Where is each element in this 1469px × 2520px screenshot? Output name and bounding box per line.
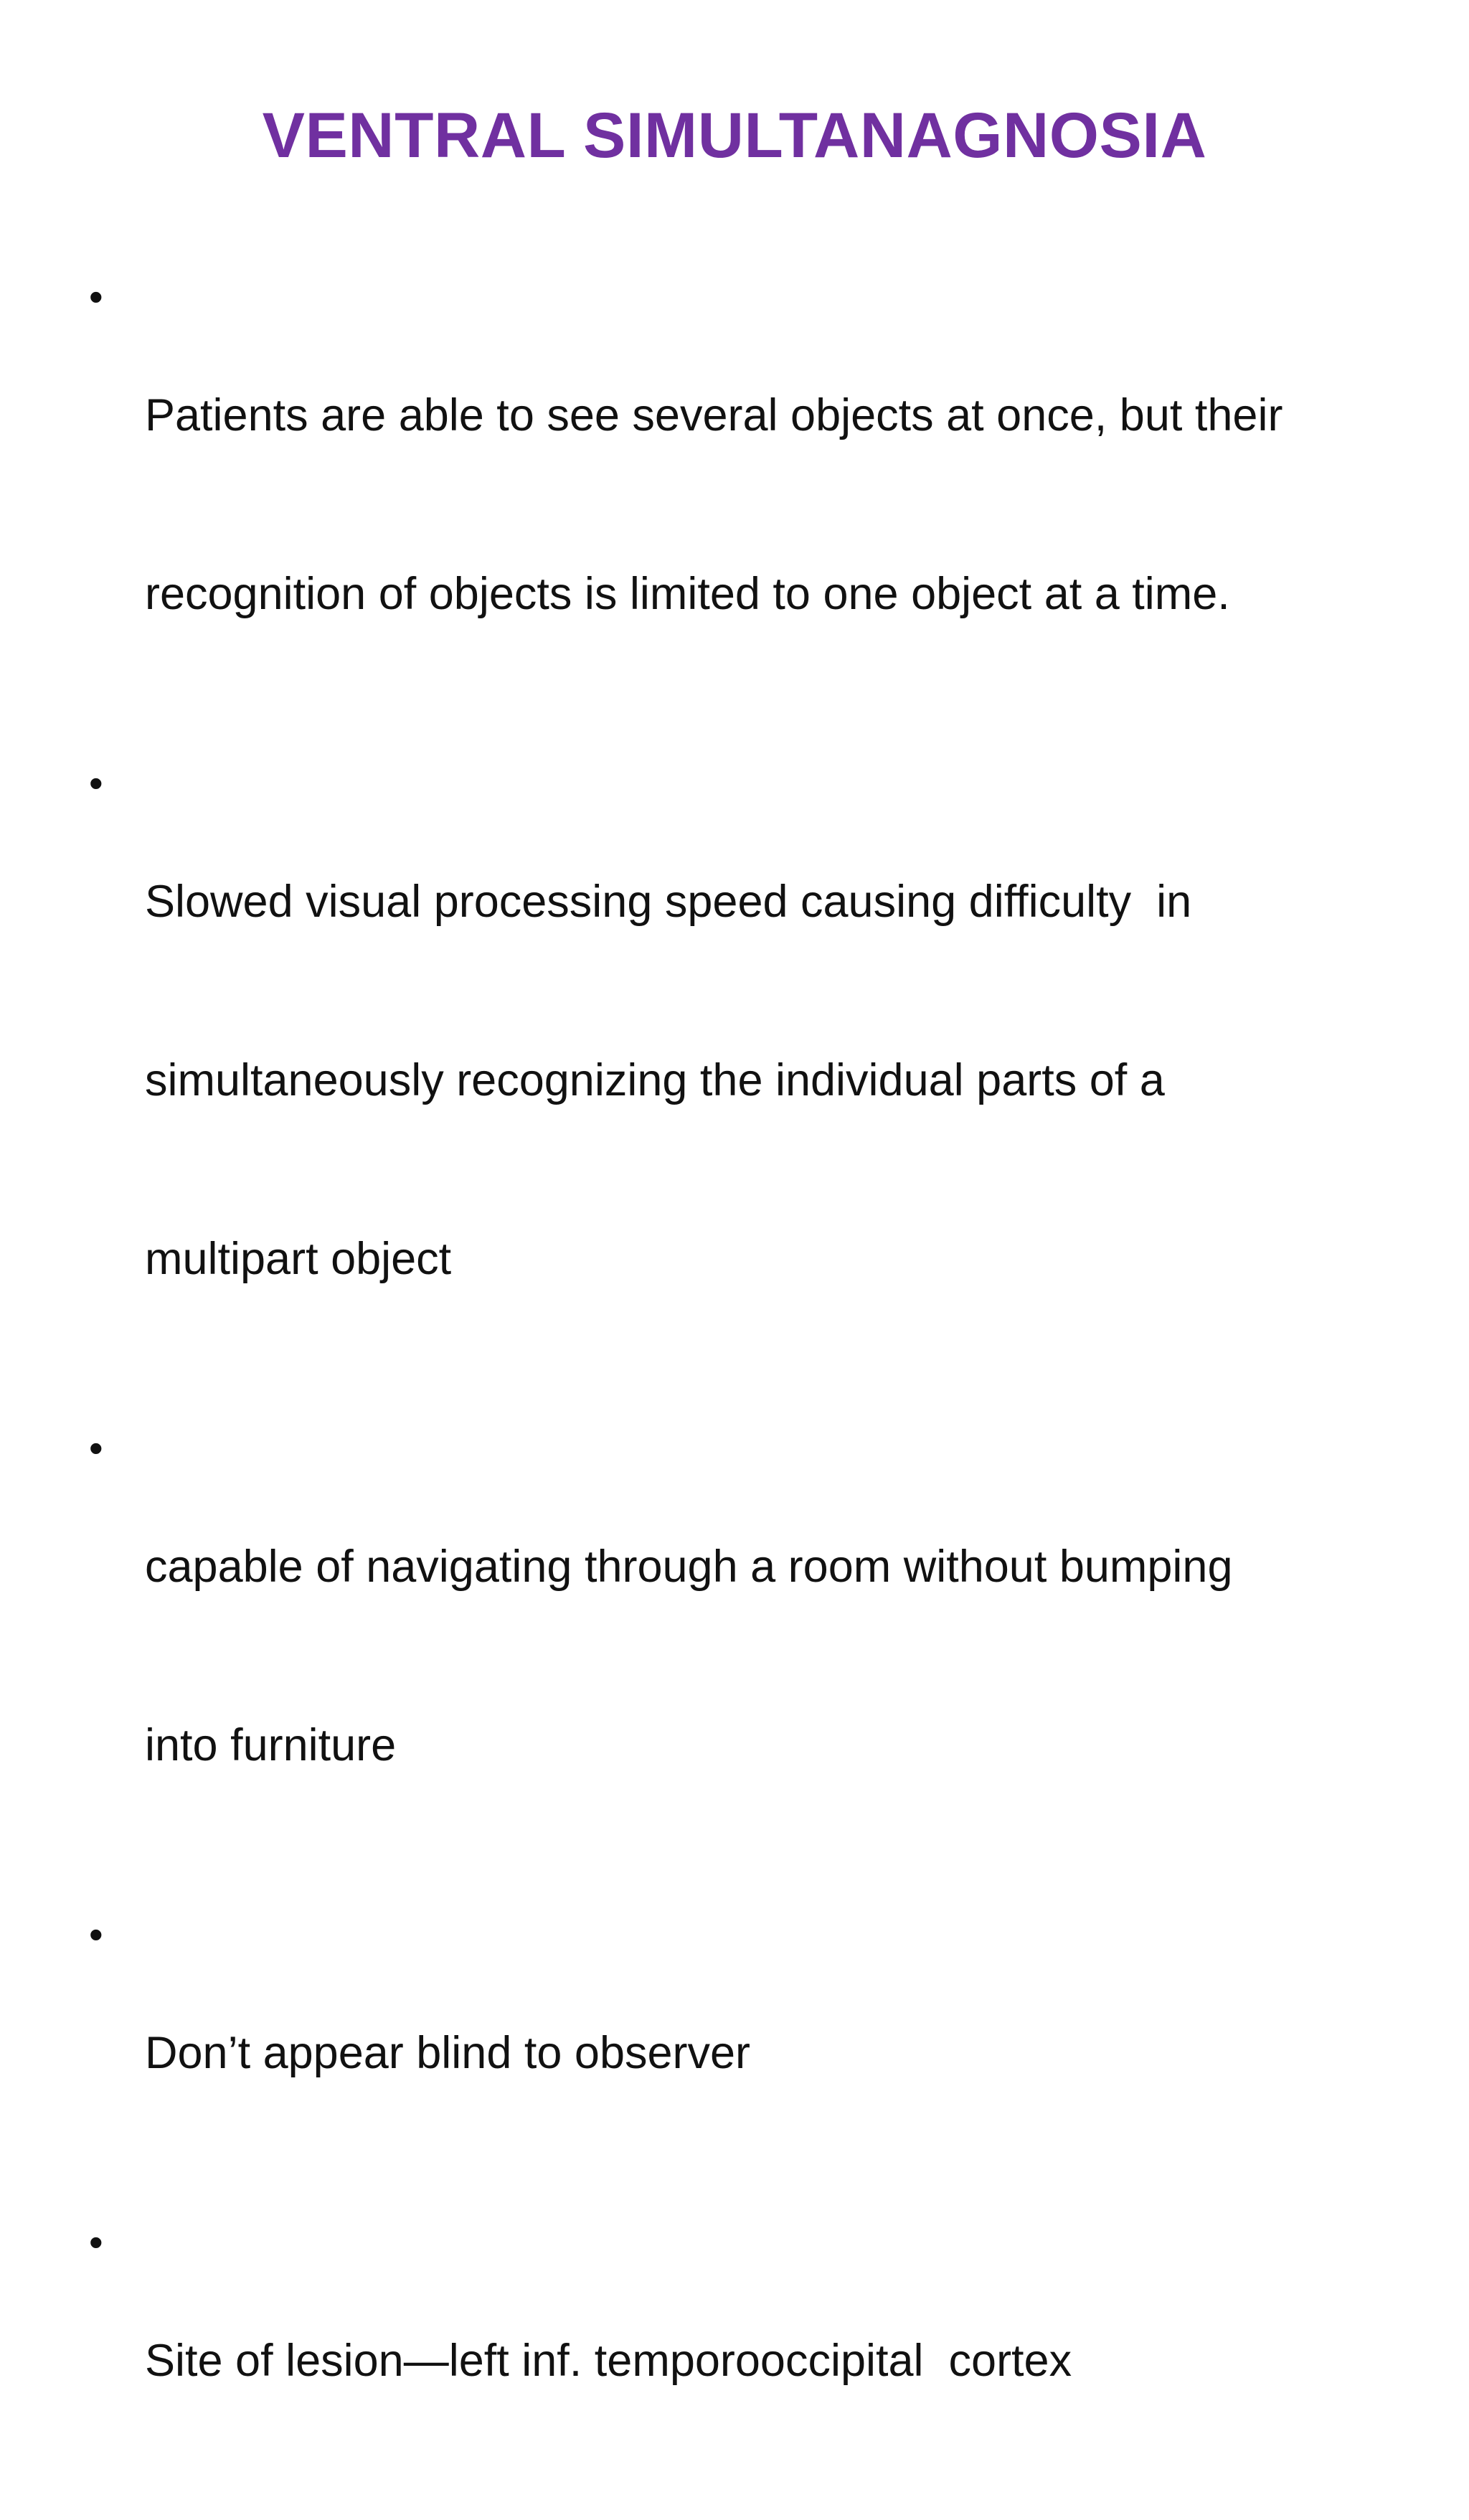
bullet-item [89, 267, 1402, 743]
bullet-list [89, 267, 1402, 2520]
bullet-text [145, 753, 1402, 1408]
bullet-text [145, 267, 1402, 743]
bullet-text [145, 2212, 1402, 2510]
bullet-item [89, 753, 1402, 1408]
bullet-item [89, 1418, 1402, 1894]
bullet-item [89, 2212, 1402, 2510]
bullet-line: capable of navigating through a room without bumping [145, 1542, 1233, 1592]
bullet-text [145, 1905, 1402, 2202]
bullet-line: Site of lesion—left inf. temporooccipital cortex [145, 2336, 1072, 2386]
bullet-line: multipart object [145, 1234, 452, 1284]
bullet-item [89, 1905, 1402, 2202]
bullet-line: into furniture [145, 1720, 397, 1770]
bullet-line: recognition of objects is limited to one object at a time. [145, 569, 1230, 619]
bullet-line: Patients are able to see several objects at once, but their [145, 390, 1283, 440]
bullet-icon: • [89, 760, 103, 806]
bullet-line: Don’t appear blind to observer [145, 2028, 751, 2078]
bullet-icon: • [89, 274, 103, 319]
bullet-icon: • [89, 1425, 103, 1471]
slide-title: VENTRAL SIMULTANAGNOSIA [262, 99, 1207, 171]
bullet-icon: • [89, 1912, 103, 1957]
bullet-icon: • [89, 2219, 103, 2265]
bullet-line: simultaneously recognizing the individual parts of a [145, 1055, 1165, 1105]
bullet-text [145, 1418, 1402, 1894]
bullet-line: Slowed visual processing speed causing difficulty in [145, 877, 1192, 927]
